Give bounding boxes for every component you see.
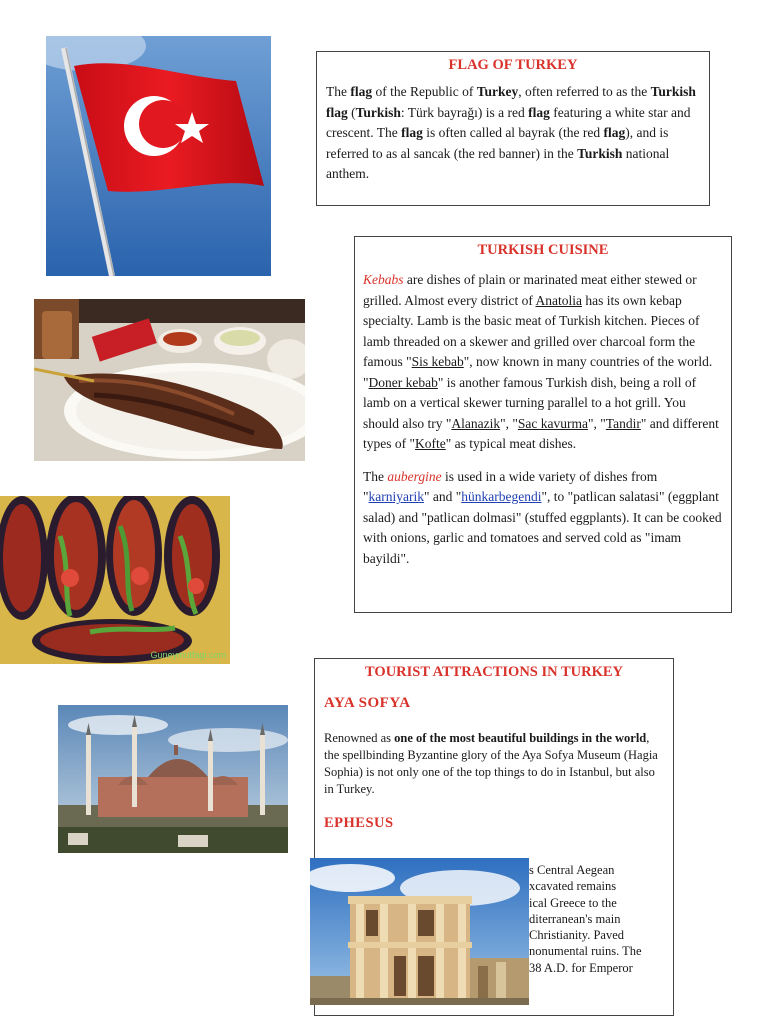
karniyarik-link[interactable]: karniyarik — [368, 489, 424, 504]
aya-sofya-title: AYA SOFYA — [324, 695, 411, 711]
hunkarbegendi-link[interactable]: hünkarbegendi — [461, 489, 542, 504]
flag-info-box — [316, 51, 710, 206]
ephesus-title: EPHESUS — [324, 815, 394, 831]
eggplant-watermark: Guneymutfagi.com — [150, 650, 226, 660]
stuffed-eggplant-photo — [0, 496, 230, 664]
aubergine-paragraph: The aubergine is used in a wide variety of dishes from "karniyarik" and "hünkarbegendi", to "patlican salatasi" (eggplant salad) and "patlican dolmasi" (stuffed eggplants). It can be cooked with onions, garlic and tomatoes and served cold as "imam bayildi". — [363, 468, 722, 566]
flag-title: FLAG OF TURKEY — [448, 57, 578, 73]
flag-paragraph: The flag of the Republic of Turkey, often referred to as the Turkish flag (Turkish: Türk bayrağı) is a red flag featuring a white star and crescent. The flag is often called al bayrak (the red flag), and is referred to as al sancak (the red banner) in the Turkish national anthem. — [326, 84, 696, 181]
kebab-paragraph: Kebabs are dishes of plain or marinated meat either stewed or grilled. Almost every district of Anatolia has its own kebap specialty. Lamb is the basic meat of Turkish kitchen. Pieces of lamb threaded on a skewer and grilled over charcoal form the famous "Sis kebab", now known in many countries of the world. "Doner kebab" is another famous Turkish dish, being a roll of lamb on a vertical skewer turning parallel to a hot grill. You should also try "Alanazik", "Sac kavurma", "Tandir" and different types of "Kofte" as typical meat dishes. — [363, 272, 719, 451]
tourist-title: TOURIST ATTRACTIONS IN TURKEY — [365, 664, 623, 680]
cuisine-title: TURKISH CUISINE — [477, 242, 609, 258]
hagia-sophia-photo — [58, 705, 288, 853]
ephesus-library-photo — [310, 858, 529, 1005]
aya-sofya-paragraph: Renowned as one of the most beautiful buildings in the world, the spellbinding Byzantine glory of the Aya Sofya Museum (Hagia Sophia) is not only one of the top things to do in Istanbul, but also in Turkey. — [324, 731, 658, 796]
cuisine-info-box — [354, 236, 732, 613]
ephesus-text-fragment: s Central Aegean xcavated remains ical Greece to the diterranean's main Christianity. Paved nonumental ruins. The 38 A.D. for Emperor — [529, 863, 642, 975]
kebab-plate-photo — [34, 299, 305, 461]
turkish-flag-photo — [46, 36, 271, 276]
